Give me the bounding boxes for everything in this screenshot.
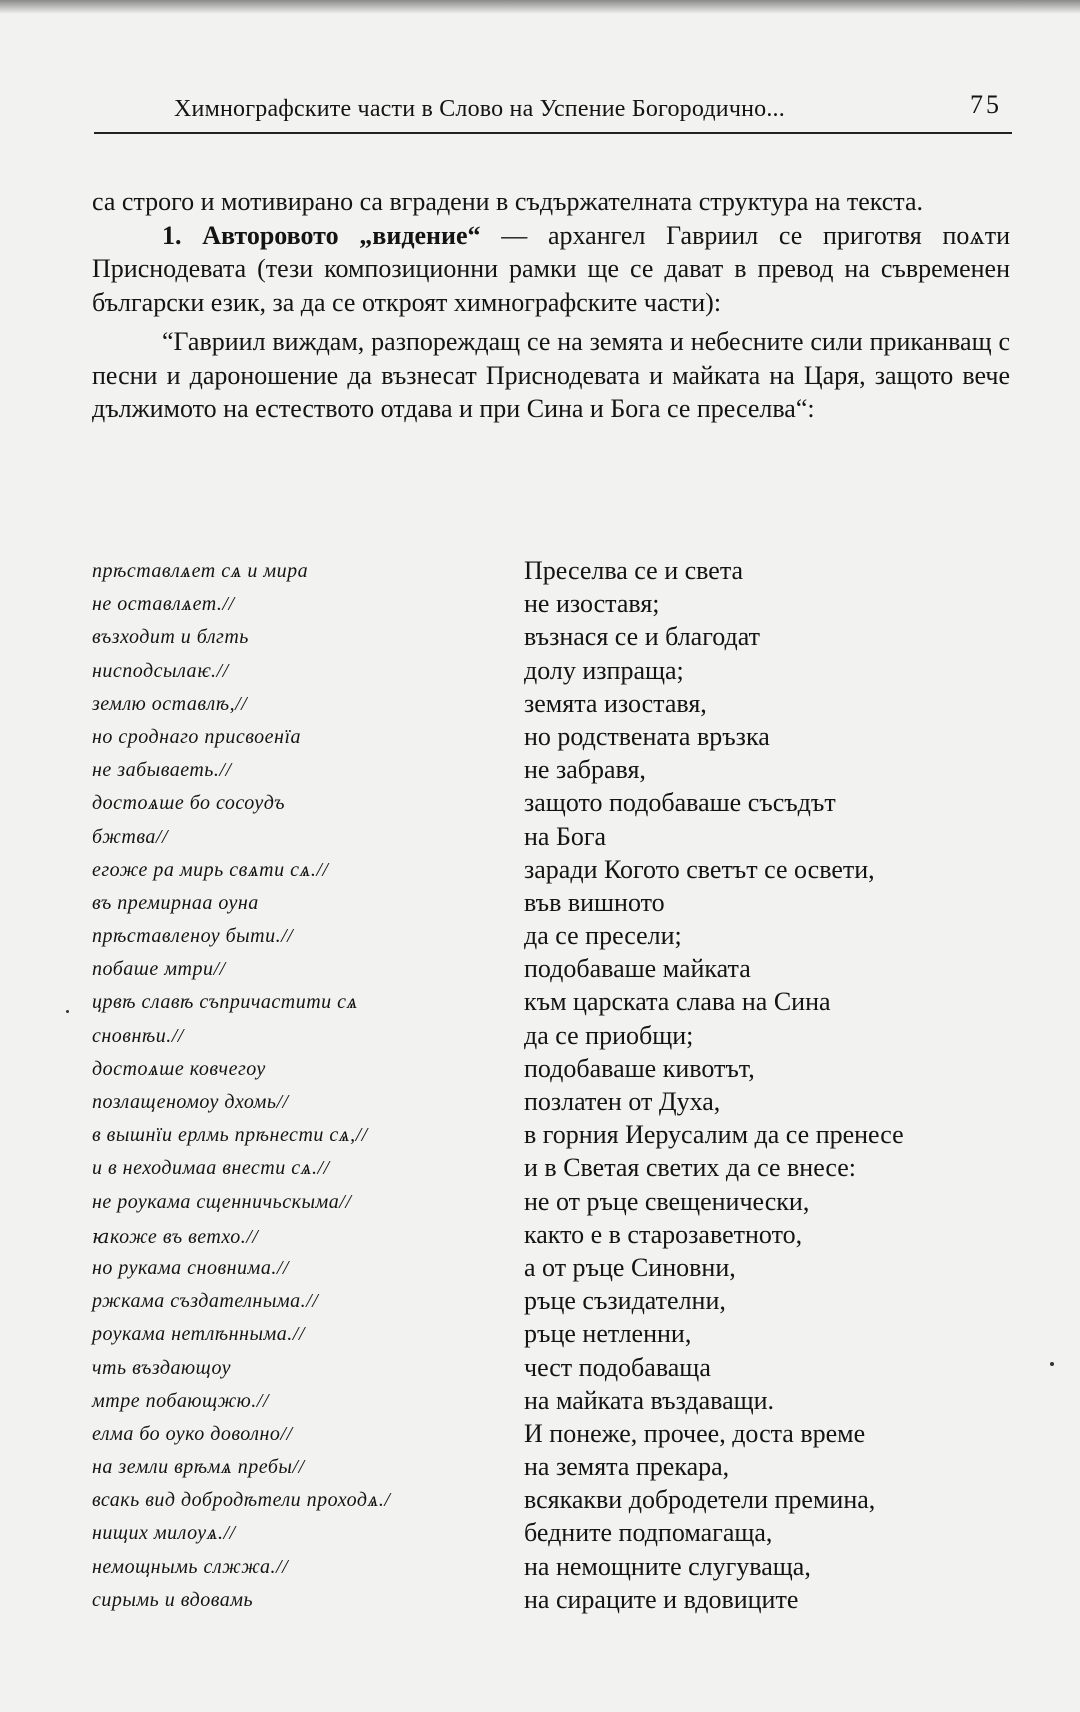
church-slavonic-line: но рукама сновнима.// (92, 1256, 289, 1279)
bulgarian-translation-line: но родствената връзка (524, 721, 770, 751)
verse-row (92, 855, 1022, 888)
verse-row (92, 921, 1022, 954)
bulgarian-translation-line: подобаваше кивотът, (524, 1053, 755, 1083)
paragraph-quote: “Гавриил виждам, разпореждащ се на земята и небесните сили приканващ с песни и дароношение да възнесат Приснодевата и майката на Царя, защото вече дължимото на естеството отдава и при Сина и Бога се преселва“: (92, 327, 1010, 423)
church-slavonic-line: въ премирнаа оуна (92, 891, 259, 914)
verse-row (92, 1452, 1022, 1485)
bulgarian-translation-line: както е в старозаветното, (524, 1219, 803, 1249)
verse-row (92, 556, 1022, 589)
bulgarian-translation-line: на Бога (524, 821, 607, 851)
church-slavonic-line: ꙗкоже въ ветхо.// (92, 1225, 259, 1248)
church-slavonic-line: егоже ра мирь свѧти сѧ.// (92, 858, 329, 881)
church-slavonic-line: ржкама създателныма.// (92, 1290, 319, 1313)
bulgarian-translation-line: а от ръце Синовни, (524, 1252, 736, 1282)
body-text (92, 185, 1010, 426)
bulgarian-translation-line: във вишното (524, 887, 665, 917)
church-slavonic-line: мтре побающжю.// (92, 1389, 269, 1412)
church-slavonic-line: но сроднаго присвоенїа (92, 725, 302, 748)
bulgarian-translation-line: не забравя, (524, 755, 646, 785)
church-slavonic-line: побаше мтри// (92, 958, 226, 981)
bulgarian-translation-line: и в Светая светих да се внесе: (524, 1153, 857, 1183)
bulgarian-translation-line: възнася се и благодат (524, 622, 760, 652)
verse-row (92, 1585, 1022, 1618)
verse-row (92, 1518, 1022, 1551)
verse-row (92, 1386, 1022, 1419)
verse-row (92, 1286, 1022, 1319)
verse-row (92, 822, 1022, 855)
church-slavonic-line: сновнѣи.// (92, 1024, 184, 1047)
church-slavonic-line: роукама нетлѣнныма.// (92, 1323, 305, 1346)
verse-row (92, 1485, 1022, 1518)
church-slavonic-line: црвѣ славѣ съпричастити сѧ (92, 991, 358, 1014)
church-slavonic-line: чть въздающоу (92, 1356, 231, 1379)
scan-top-shadow (0, 0, 1080, 14)
verse-row (92, 1552, 1022, 1585)
section-text: — архангел Гавриил се приготвя поѧти Приснодевата (тези композиционни рамки ще се дават в превод на съвременен български език, за да се откроят химнографските части): (92, 220, 1010, 317)
bulgarian-translation-line: ръце нетленни, (524, 1319, 692, 1349)
bulgarian-translation-line: подобаваше майката (524, 954, 751, 984)
bulgarian-translation-line: чест подобаваща (524, 1352, 711, 1382)
church-slavonic-line: не забываеть.// (92, 759, 232, 782)
verse-row (92, 1054, 1022, 1087)
verse-row (92, 755, 1022, 788)
church-slavonic-line: бжтва// (92, 825, 168, 848)
bulgarian-translation-line: И понеже, прочее, доста време (524, 1418, 866, 1448)
bulgarian-translation-line: на немощните слугуваща, (524, 1551, 811, 1581)
verse-row (92, 1353, 1022, 1386)
bulgarian-translation-line: земята изоставя, (524, 688, 707, 718)
verse-row (92, 1187, 1022, 1220)
bulgarian-translation-line: бедните подпомагаща, (524, 1518, 773, 1548)
verse-row (92, 1419, 1022, 1452)
church-slavonic-line: всакь вид добродѣтели проходѧ./ (92, 1489, 391, 1512)
bulgarian-translation-line: към царската слава на Сина (524, 987, 831, 1017)
church-slavonic-line: сирымь и вдовамь (92, 1588, 254, 1611)
church-slavonic-line: възходит и блгть (92, 626, 249, 649)
verse-row (92, 954, 1022, 987)
verse-row (92, 589, 1022, 622)
church-slavonic-line: елма бо оуко доволно// (92, 1422, 293, 1445)
verse-row (92, 1153, 1022, 1186)
church-slavonic-line: не оставлѧет.// (92, 593, 235, 616)
bulgarian-translation-line: в горния Иерусалим да се пренесе (524, 1120, 904, 1150)
verse-row (92, 788, 1022, 821)
church-slavonic-line: прѣставленоу быти.// (92, 925, 294, 948)
bulgarian-translation-line: заради Когото светът се освети, (524, 854, 875, 884)
verse-row (92, 1220, 1022, 1253)
bulgarian-translation-line: на земята прекара, (524, 1452, 730, 1482)
church-slavonic-line: нищих милоуѧ.// (92, 1522, 236, 1545)
bulgarian-translation-line: долу изпраща; (524, 655, 684, 685)
bulgarian-translation-line: на сираците и вдовиците (524, 1584, 799, 1614)
bulgarian-translation-line: на майката въздаващи. (524, 1385, 775, 1415)
verse-row (92, 622, 1022, 655)
bulgarian-translation-line: позлатен от Духа, (524, 1087, 721, 1116)
church-slavonic-line: и в неходимаа внести сѧ.// (92, 1157, 330, 1180)
section-heading: 1. Авторовото „видение“ (162, 220, 481, 250)
church-slavonic-line: нисподсылаѥ.// (92, 659, 229, 682)
verse-row (92, 1120, 1022, 1153)
running-header (94, 84, 1012, 134)
bulgarian-translation-line: не изоставя; (524, 589, 660, 619)
bulgarian-translation-line: да се приобщи; (524, 1020, 694, 1050)
bulgarian-translation-line: всякакви добродетели премина, (524, 1485, 876, 1515)
verse-row (92, 1253, 1022, 1286)
verse-row (92, 722, 1022, 755)
church-slavonic-line: достоѧше бо сосоудъ (92, 792, 285, 815)
church-slavonic-line: на земли врѣмѧ пребы// (92, 1456, 305, 1479)
paragraph-section-1 (92, 219, 1010, 320)
verse-row (92, 656, 1022, 689)
church-slavonic-line: достоѧше ковчегоу (92, 1057, 266, 1080)
scan-speck (66, 1010, 69, 1013)
bulgarian-translation-line: да се пресели; (524, 921, 682, 951)
church-slavonic-line: в вышнїи ерлмь прѣнести сѧ,// (92, 1124, 368, 1147)
bulgarian-translation-line: ръце съзидателни, (524, 1286, 726, 1316)
verse-row (92, 987, 1022, 1020)
church-slavonic-line: прѣставлѧет сѧ и мира (92, 560, 309, 582)
verse-row (92, 689, 1022, 722)
church-slavonic-line: землю оставлѣ,// (92, 692, 248, 715)
verse-row (92, 888, 1022, 921)
running-title: Химнографските части в Слово на Успение Богородично... (174, 96, 785, 122)
verse-row (92, 1021, 1022, 1054)
bulgarian-translation-line: не от ръце свещенически, (524, 1186, 810, 1216)
scan-speck (1050, 1362, 1054, 1366)
page-number: 75 (970, 90, 1002, 119)
church-slavonic-line: немощнымь слжжа.// (92, 1555, 289, 1578)
bulgarian-translation-line: защото подобаваше съсъдът (524, 788, 836, 818)
parallel-verse-columns (92, 556, 1022, 1618)
bulgarian-translation-line: Преселва се и света (524, 556, 744, 585)
church-slavonic-line: позлащеномоу дхомь// (92, 1091, 289, 1113)
paragraph-continuation: са строго и мотивирано са вградени в съдържателната структура на текста. (92, 187, 924, 216)
verse-row (92, 1087, 1022, 1120)
church-slavonic-line: не роукама сщенничьскыма// (92, 1190, 352, 1213)
verse-row (92, 1319, 1022, 1352)
